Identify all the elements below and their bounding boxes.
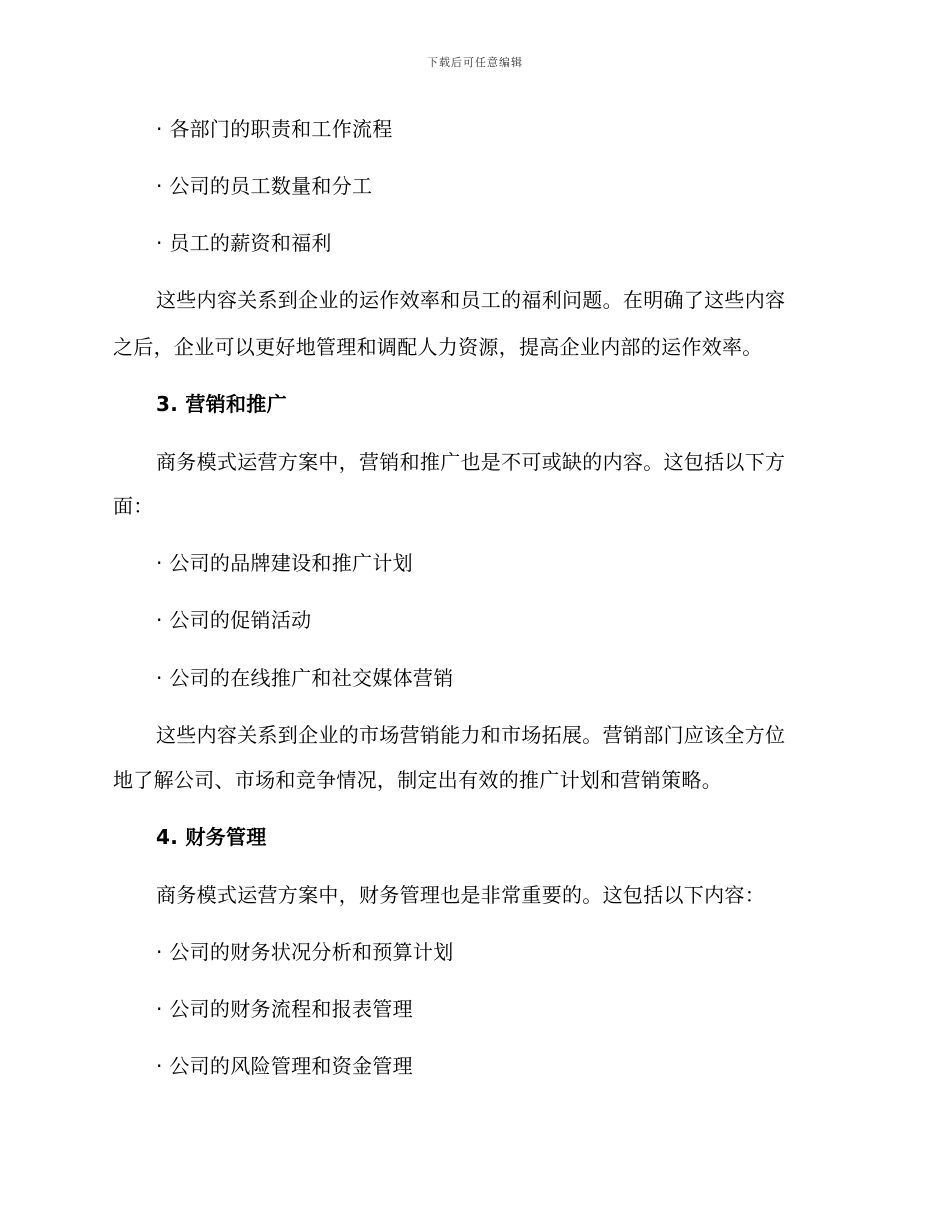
page-header: 下载后可任意编辑 [427, 56, 523, 69]
bullet-item: · 公司的财务流程和报表管理 [156, 997, 413, 1021]
paragraph-line: 这些内容关系到企业的运作效率和员工的福利问题。在明确了这些内容 [156, 288, 786, 312]
section-heading: 3. 营销和推广 [156, 392, 287, 416]
paragraph-line: 商务模式运营方案中，财务管理也是非常重要的。这包括以下内容： [156, 883, 765, 907]
bullet-item: · 公司的员工数量和分工 [156, 174, 373, 198]
bullet-item: · 员工的薪资和福利 [156, 231, 332, 255]
paragraph-line: 面： [113, 494, 154, 518]
bullet-item: · 公司的品牌建设和推广计划 [156, 551, 413, 575]
bullet-item: · 公司的在线推广和社交媒体营销 [156, 666, 454, 690]
paragraph-line: 商务模式运营方案中，营销和推广也是不可或缺的内容。这包括以下方 [156, 450, 786, 474]
paragraph-line: 之后，企业可以更好地管理和调配人力资源，提高企业内部的运作效率。 [113, 335, 763, 359]
paragraph-line: 地了解公司、市场和竞争情况，制定出有效的推广计划和营销策略。 [113, 768, 722, 792]
bullet-item: · 公司的促销活动 [156, 608, 312, 632]
bullet-item: · 公司的风险管理和资金管理 [156, 1054, 413, 1078]
bullet-item: · 各部门的职责和工作流程 [156, 117, 393, 141]
section-heading: 4. 财务管理 [156, 825, 267, 849]
paragraph-line: 这些内容关系到企业的市场营销能力和市场拓展。营销部门应该全方位 [156, 723, 786, 747]
bullet-item: · 公司的财务状况分析和预算计划 [156, 940, 454, 964]
